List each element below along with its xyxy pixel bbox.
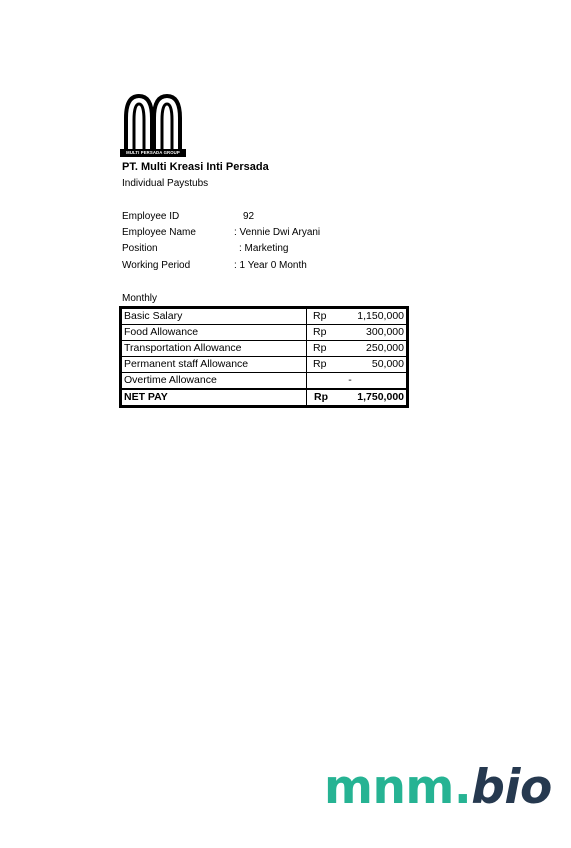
amount-cell: -	[332, 373, 408, 390]
company-name: PT. Multi Kreasi Inti Persada	[122, 161, 269, 173]
pay-period-label: Monthly	[122, 293, 158, 304]
currency-cell: Rp	[307, 325, 333, 341]
document-title: Individual Paystubs	[122, 178, 209, 189]
pay-item-label: Permanent staff Allowance	[121, 357, 307, 373]
table-row	[121, 308, 408, 325]
table-row	[121, 373, 408, 390]
amount-cell: 50,000	[332, 357, 408, 373]
pay-item-label: Basic Salary	[121, 308, 307, 325]
position-value: : Marketing	[239, 243, 289, 254]
amount-cell: 1,150,000	[332, 308, 408, 325]
company-logo	[120, 90, 186, 158]
amount-cell: 300,000	[332, 325, 408, 341]
currency-cell	[307, 373, 333, 390]
pay-item-label: Food Allowance	[121, 325, 307, 341]
currency-cell: Rp	[307, 308, 333, 325]
table-row	[121, 357, 408, 373]
table-row	[121, 341, 408, 357]
net-pay-row	[121, 389, 408, 407]
employee-id-label: Employee ID	[122, 211, 180, 222]
pay-item-label: Overtime Allowance	[121, 373, 307, 390]
table-row	[121, 325, 408, 341]
mp-logo-icon	[120, 90, 186, 150]
net-pay-currency: Rp	[307, 389, 333, 407]
position-label: Position	[122, 243, 158, 254]
employee-name-label: Employee Name	[122, 227, 196, 238]
watermark-part-2: bio	[471, 760, 552, 815]
watermark-logo	[324, 760, 552, 816]
employee-name-value: : Vennie Dwi Aryani	[234, 227, 321, 238]
amount-cell: 250,000	[332, 341, 408, 357]
employee-id-value: 92	[243, 211, 255, 222]
currency-cell: Rp	[307, 357, 333, 373]
watermark-part-1: mnm.	[324, 760, 472, 815]
net-pay-amount: 1,750,000	[332, 389, 408, 407]
net-pay-label: NET PAY	[121, 389, 307, 407]
working-period-value: : 1 Year 0 Month	[234, 260, 307, 271]
logo-tagline: MULTI PERSADA GROUP	[120, 149, 186, 157]
pay-table	[119, 306, 409, 408]
working-period-label: Working Period	[122, 260, 191, 271]
pay-item-label: Transportation Allowance	[121, 341, 307, 357]
currency-cell: Rp	[307, 341, 333, 357]
